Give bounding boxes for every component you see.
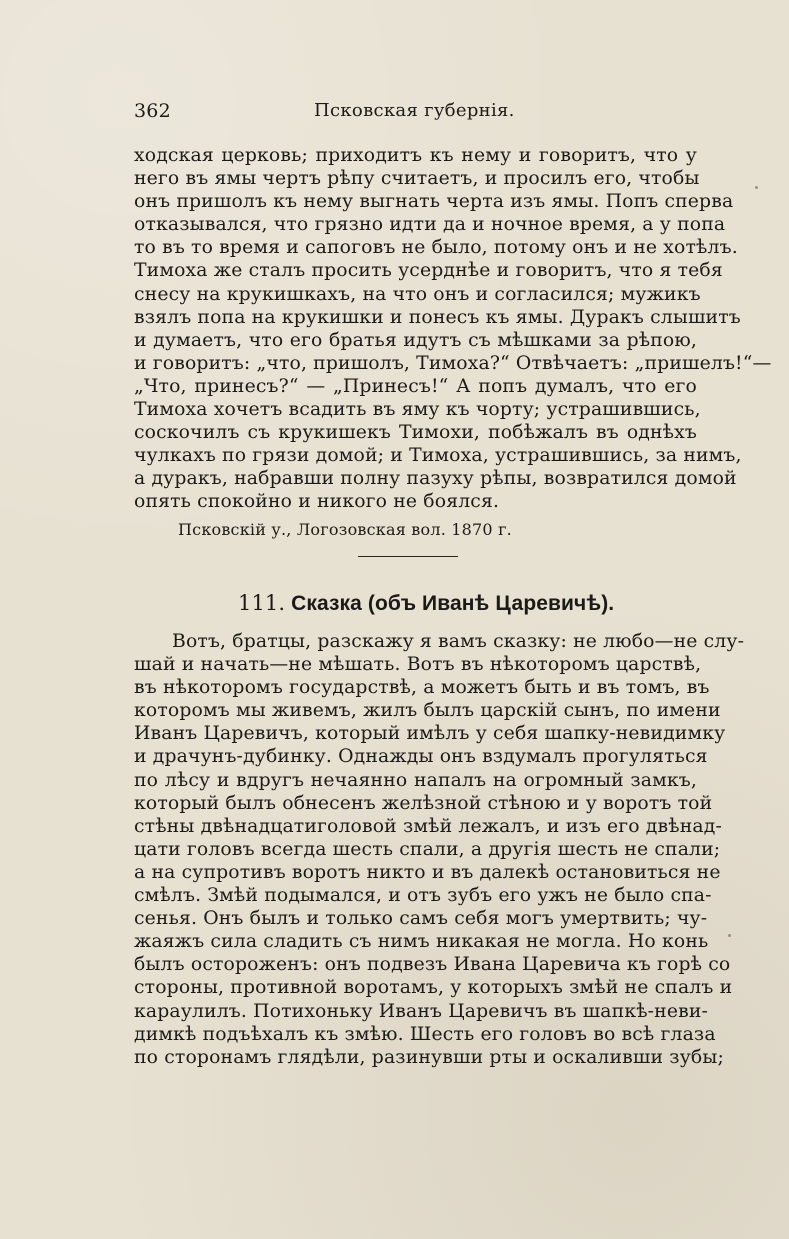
text-line: стѣны двѣнадцатиголовой змѣй лежалъ, и изъ его двѣнад- bbox=[134, 815, 722, 837]
text-line: соскочилъ съ крукишекъ Тимохи, побѣжалъ въ однѣхъ bbox=[134, 422, 697, 444]
story-title: Сказка (объ Иванѣ Царевичѣ). bbox=[291, 592, 615, 615]
text-line: отказывался, что грязно идти да и ночное время, а у попа bbox=[134, 214, 726, 236]
text-line: него въ ямы чертъ рѣпу считаетъ, и просилъ его, чтобы bbox=[134, 168, 700, 190]
text-line: въ нѣкоторомъ государствѣ, а можетъ быть и въ томъ, въ bbox=[134, 677, 710, 699]
text-line: Тимоха хочетъ всадить въ яму къ чорту; устрашившись, bbox=[134, 399, 701, 421]
text-line: онъ пришолъ къ нему выгнать черта изъ ямы. Попъ сперва bbox=[134, 191, 734, 213]
text-line: и говоритъ: „что, пришолъ, Тимоха?“ Отвѣчаетъ: „пришелъ!“— bbox=[134, 352, 772, 374]
text-line: цати головъ всегда шесть спали, а другія шесть не спали; bbox=[134, 838, 721, 860]
continuation-text bbox=[134, 144, 772, 514]
story-number: 111. bbox=[238, 591, 286, 615]
text-line: жаяжъ сила сладить съ нимъ никакая не могла. Но конь bbox=[134, 931, 709, 953]
text-line: караулилъ. Потихоньку Иванъ Царевичъ въ шапкѣ-неви- bbox=[134, 1000, 708, 1022]
text-line: чулкахъ по грязи домой; и Тимоха, устрашившись, за нимъ, bbox=[134, 445, 742, 467]
story-heading bbox=[238, 591, 615, 616]
text-line: а дуракъ, набравши полну пазуху рѣпы, возвратился домой bbox=[134, 468, 737, 490]
section-divider bbox=[358, 556, 458, 557]
text-line: которомъ мы живемъ, жилъ былъ царскій сынъ, по имени bbox=[134, 700, 721, 722]
text-line: снесу на крукишкахъ, на что онъ и согласился; мужикъ bbox=[134, 283, 701, 305]
text-line: и думаетъ, что его братья идутъ съ мѣшками за рѣпою, bbox=[134, 329, 697, 351]
story-text bbox=[134, 630, 745, 1069]
text-line: Иванъ Царевичъ, который имѣлъ у себя шапку-невидимку bbox=[134, 723, 726, 745]
text-line: по лѣсу и вдругъ нечаянно напалъ на огромный замкъ, bbox=[134, 769, 697, 791]
paper-speck bbox=[755, 186, 758, 189]
paper-speck bbox=[728, 934, 731, 937]
text-line: димкѣ подъѣхалъ къ змѣю. Шесть его головъ во всѣ глаза bbox=[134, 1023, 716, 1045]
text-line: взялъ попа на крукишки и понесъ къ ямы. Дуракъ слышитъ bbox=[134, 306, 741, 328]
text-line: который былъ обнесенъ желѣзной стѣною и у воротъ той bbox=[134, 792, 713, 814]
running-title: Псковская губернія. bbox=[314, 100, 515, 121]
page-number: 362 bbox=[134, 100, 171, 122]
text-line: сенья. Онъ былъ и только самъ себя могъ умертвить; чу- bbox=[134, 908, 708, 930]
text-line: ходская церковь; приходитъ къ нему и говоритъ, что у bbox=[134, 145, 697, 166]
text-line: и драчунъ-дубинку. Однажды онъ вздумалъ прогуляться bbox=[134, 746, 708, 768]
text-line: а на супротивъ воротъ никто и въ далекѣ остановиться не bbox=[134, 861, 721, 883]
text-line: стороны, противной воротамъ, у которыхъ змѣй не спалъ и bbox=[134, 977, 733, 999]
text-line: опять спокойно и никого не боялся. bbox=[134, 491, 500, 513]
text-line: былъ остороженъ: онъ подвезъ Ивана Царевича къ горѣ со bbox=[134, 954, 731, 976]
text-line: шай и начать—не мѣшать. Вотъ въ нѣкоторомъ царствѣ, bbox=[134, 654, 702, 676]
text-line: Вотъ, братцы, разскажу я вамъ сказку: не любо—не слу- bbox=[172, 631, 745, 652]
text-line: „Что, принесъ?“ — „Принесъ!“ А попъ думалъ, что его bbox=[134, 375, 697, 397]
source-note: Псковскій у., Логозовская вол. 1870 г. bbox=[178, 520, 512, 539]
text-line: по сторонамъ глядѣли, разинувши рты и оскаливши зубы; bbox=[134, 1046, 724, 1068]
text-line: то въ то время и сапоговъ не было, потому онъ и не хотѣлъ. bbox=[134, 237, 738, 259]
text-line: смѣлъ. Змѣй подымался, и отъ зубъ его ужъ не было спа- bbox=[134, 885, 712, 907]
running-head bbox=[134, 100, 694, 126]
text-line: Тимоха же сталъ просить усерднѣе и говоритъ, что я тебя bbox=[134, 260, 723, 282]
